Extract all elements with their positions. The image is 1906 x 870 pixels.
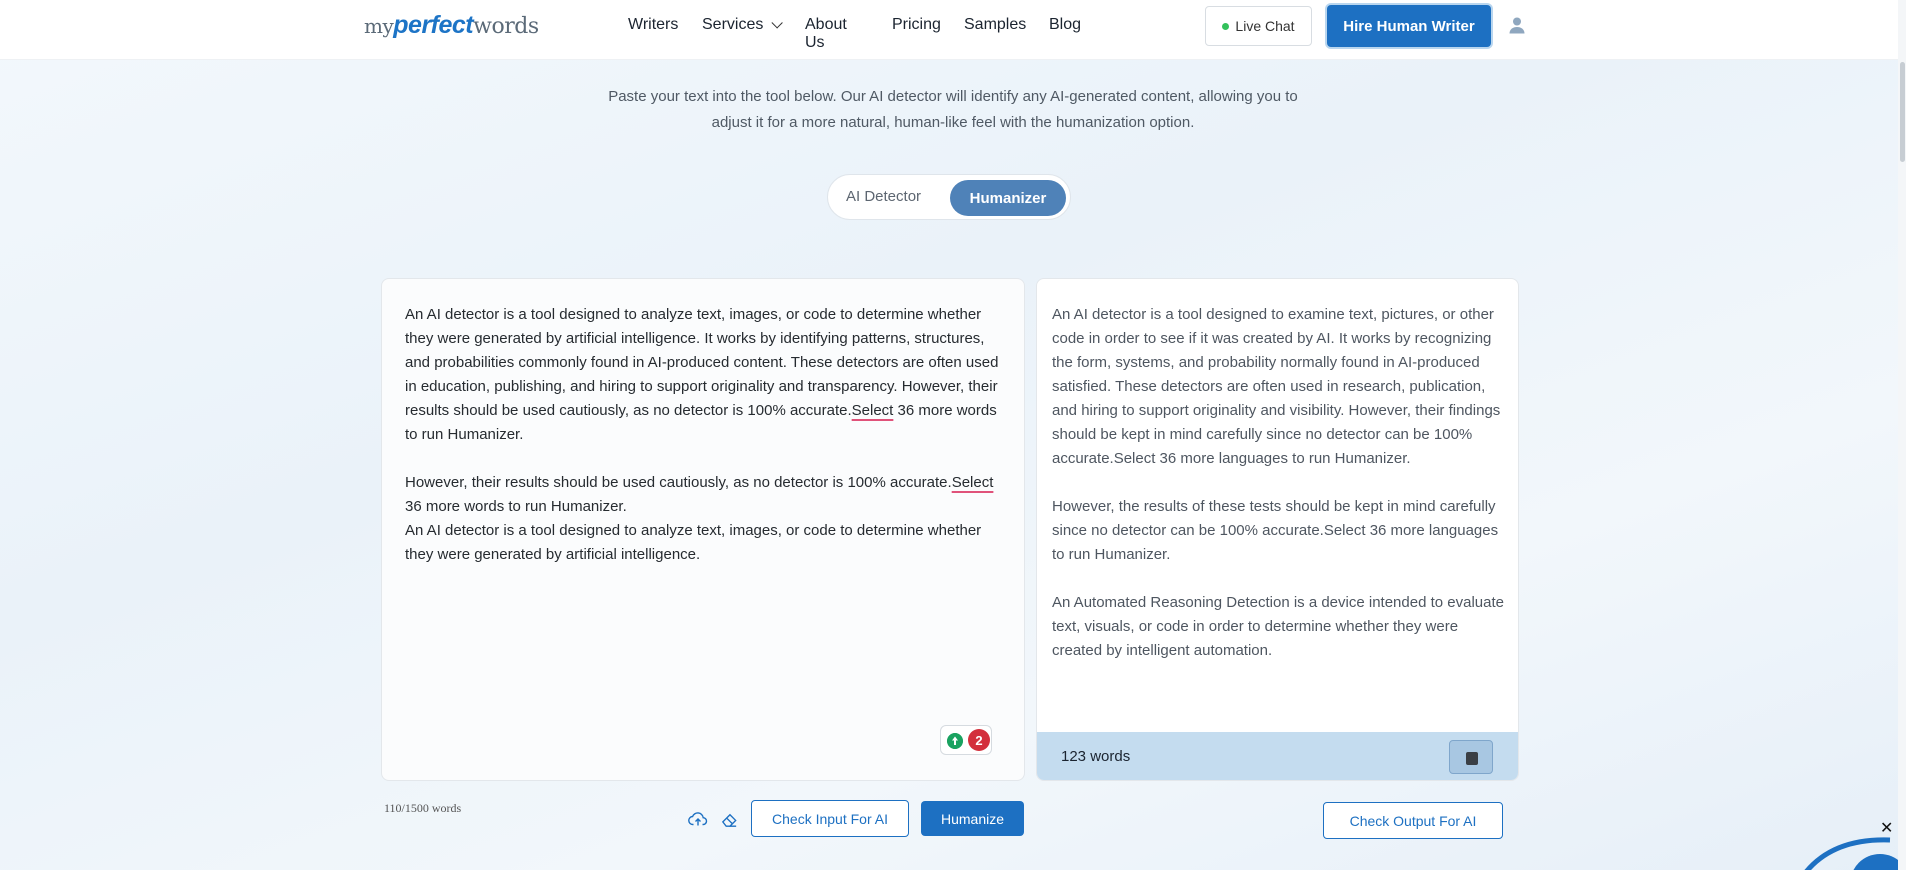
output-word-count: 123 words	[1061, 748, 1131, 765]
copy-button[interactable]	[1449, 740, 1493, 774]
output-paragraph-1: An AI detector is a tool designed to examine text, pictures, or other code in order to see if it was created by AI. It works by recognizing the form, systems, and probability normally found in AI-produced satisfied. These detectors are often used in research, publication, and hiring to support originality and visibility. However, their findings should be kept in mind carefully since no detector can be 100% accurate.Select 36 more languages to run Humanizer.	[1052, 306, 1501, 467]
input-p2-tail: 36 more words to run Humanizer.	[405, 498, 627, 515]
intro-line-1: Paste your text into the tool below. Our AI detector will identify any AI-generated content, allowing you to	[608, 88, 1298, 105]
tab-humanizer[interactable]: Humanizer	[950, 180, 1066, 216]
logo-words: words	[473, 14, 539, 39]
tab-ai-detector[interactable]: AI Detector	[846, 188, 922, 205]
output-paragraph-3: An Automated Reasoning Detection is a device intended to evaluate text, visuals, or code in order to determine whether they were created by intelligent automation.	[1052, 594, 1504, 659]
output-footer	[1037, 732, 1519, 781]
input-p1-text: An AI detector is a tool designed to analyze text, images, or code to determine whether they were generated by artificial intelligence. It works by identifying patterns, structures, and probabilities commonly found in AI-produced content. These detectors are often used in education, publishing, and hiring to support originality and transparency. However, their results should be used cautiously, as no detector is 100% accurate.	[405, 306, 999, 419]
input-p2-text: However, their results should be used cautiously, as no detector is 100% accurate.	[405, 474, 952, 491]
nav-writers[interactable]: Writers	[628, 16, 679, 33]
intro-line-2: adjust it for a more natural, human-like feel with the humanization option.	[711, 114, 1195, 131]
nav-services[interactable]	[702, 16, 779, 34]
mode-toggle	[827, 174, 1071, 220]
nav-services-label: Services	[702, 16, 764, 33]
input-textarea[interactable]	[405, 303, 1005, 591]
user-account-icon[interactable]	[1508, 16, 1526, 34]
nav-pricing[interactable]: Pricing	[892, 16, 941, 33]
live-chat-label: Live Chat	[1235, 18, 1295, 34]
nav-samples[interactable]: Samples	[964, 16, 1027, 33]
select-link[interactable]: Select	[951, 474, 994, 491]
hire-human-writer-button[interactable]: Hire Human Writer	[1327, 5, 1491, 47]
output-paragraph-2: However, the results of these tests should be kept in mind carefully since no detector can be 100% accurate.Select 36 more languages to run Humanizer.	[1052, 498, 1499, 563]
check-input-for-ai-button[interactable]: Check Input For AI	[751, 800, 909, 837]
nav-blog[interactable]: Blog	[1049, 16, 1082, 33]
site-logo[interactable]	[364, 10, 539, 40]
logo-perfect: perfect	[393, 11, 474, 39]
output-text	[1052, 303, 1512, 687]
grammar-assistant-icon	[947, 733, 963, 749]
input-paragraph-3: An AI detector is a tool designed to analyze text, images, or code to determine whether they were generated by artificial intelligence.	[405, 522, 982, 563]
grammar-checker-widget[interactable]	[940, 725, 992, 755]
chevron-down-icon	[772, 17, 783, 28]
input-paragraph-1	[405, 303, 1005, 447]
check-output-for-ai-button[interactable]: Check Output For AI	[1323, 802, 1503, 839]
eraser-icon[interactable]	[720, 810, 739, 829]
live-chat-button[interactable]	[1205, 6, 1312, 46]
humanize-button[interactable]: Humanize	[921, 801, 1024, 836]
select-link[interactable]: Select	[851, 402, 894, 419]
input-panel[interactable]	[381, 278, 1025, 781]
copy-icon	[1466, 752, 1478, 765]
chat-widget-icon[interactable]	[1804, 832, 1906, 870]
input-paragraph-2	[405, 471, 1005, 519]
upload-cloud-icon[interactable]	[688, 809, 708, 829]
output-panel	[1036, 278, 1519, 781]
page-scrollbar-thumb[interactable]	[1900, 62, 1905, 162]
nav-about-us[interactable]: About Us	[805, 16, 847, 51]
logo-my: my	[364, 14, 394, 38]
online-dot-icon	[1222, 23, 1229, 30]
site-header	[0, 0, 1906, 60]
grammar-issue-count: 2	[968, 729, 990, 751]
intro-text	[560, 84, 1346, 136]
input-p1-tail: 36 more words to run Humanizer.	[405, 402, 997, 443]
close-chat-widget-icon[interactable]: ✕	[1880, 820, 1894, 837]
input-word-count: 110/1500 words	[384, 801, 462, 815]
